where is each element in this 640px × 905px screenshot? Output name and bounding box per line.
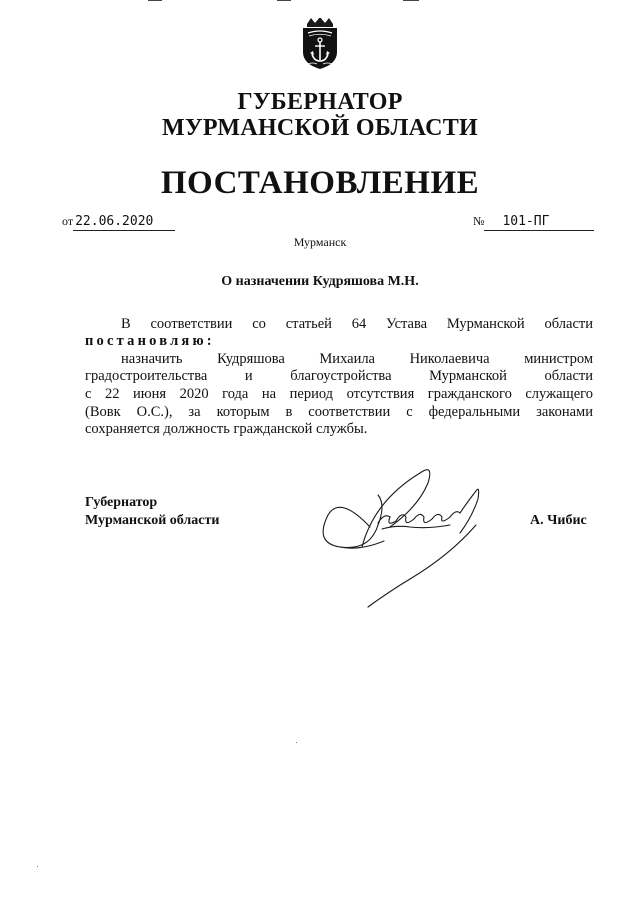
number-prefix: №	[473, 214, 485, 228]
signatory-role	[85, 494, 219, 530]
document-city: Мурманск	[293, 235, 347, 249]
document-type-title: ПОСТАНОВЛЕНИЕ	[160, 165, 480, 201]
body-line: сохраняется должность гражданской службы.	[85, 421, 368, 437]
body-line: назначить Кудряшова Михаила Николаевича министром	[121, 351, 593, 367]
handwritten-signature-icon	[300, 455, 510, 615]
scan-speck	[296, 742, 297, 743]
date-prefix: от	[62, 214, 74, 228]
body-line: градостроительства и благоустройства Мурманской области	[85, 368, 593, 384]
body-line: В соответствии со статьей 64 Устава Мурманской области	[121, 316, 593, 332]
decree-word: постановляю:	[85, 333, 215, 349]
body-line: (Вовк О.С.), за которым в соответствии с федеральными законами	[85, 404, 593, 420]
number-value: 101-ПГ	[484, 214, 594, 231]
signatory-name: А. Чибис	[530, 513, 587, 528]
document-date	[62, 212, 175, 231]
scan-speck	[37, 866, 38, 867]
scan-mark	[403, 0, 419, 1]
document-subject: О назначении Кудряшова М.Н.	[221, 274, 419, 289]
scan-mark	[148, 0, 162, 1]
authority-title-line2: МУРМАНСКОЙ ОБЛАСТИ	[162, 115, 478, 141]
signatory-role-line1: Губернатор	[85, 495, 158, 510]
authority-title-line1: ГУБЕРНАТОР	[237, 89, 403, 115]
scan-mark	[277, 0, 291, 1]
signatory-role-line2: Мурманской области	[85, 513, 220, 528]
date-value: 22.06.2020	[73, 214, 175, 231]
body-line: с 22 июня 2020 года на период отсутствия гражданского служащего	[85, 386, 593, 402]
murmansk-coat-of-arms-icon	[299, 18, 341, 70]
document-number	[473, 212, 594, 231]
